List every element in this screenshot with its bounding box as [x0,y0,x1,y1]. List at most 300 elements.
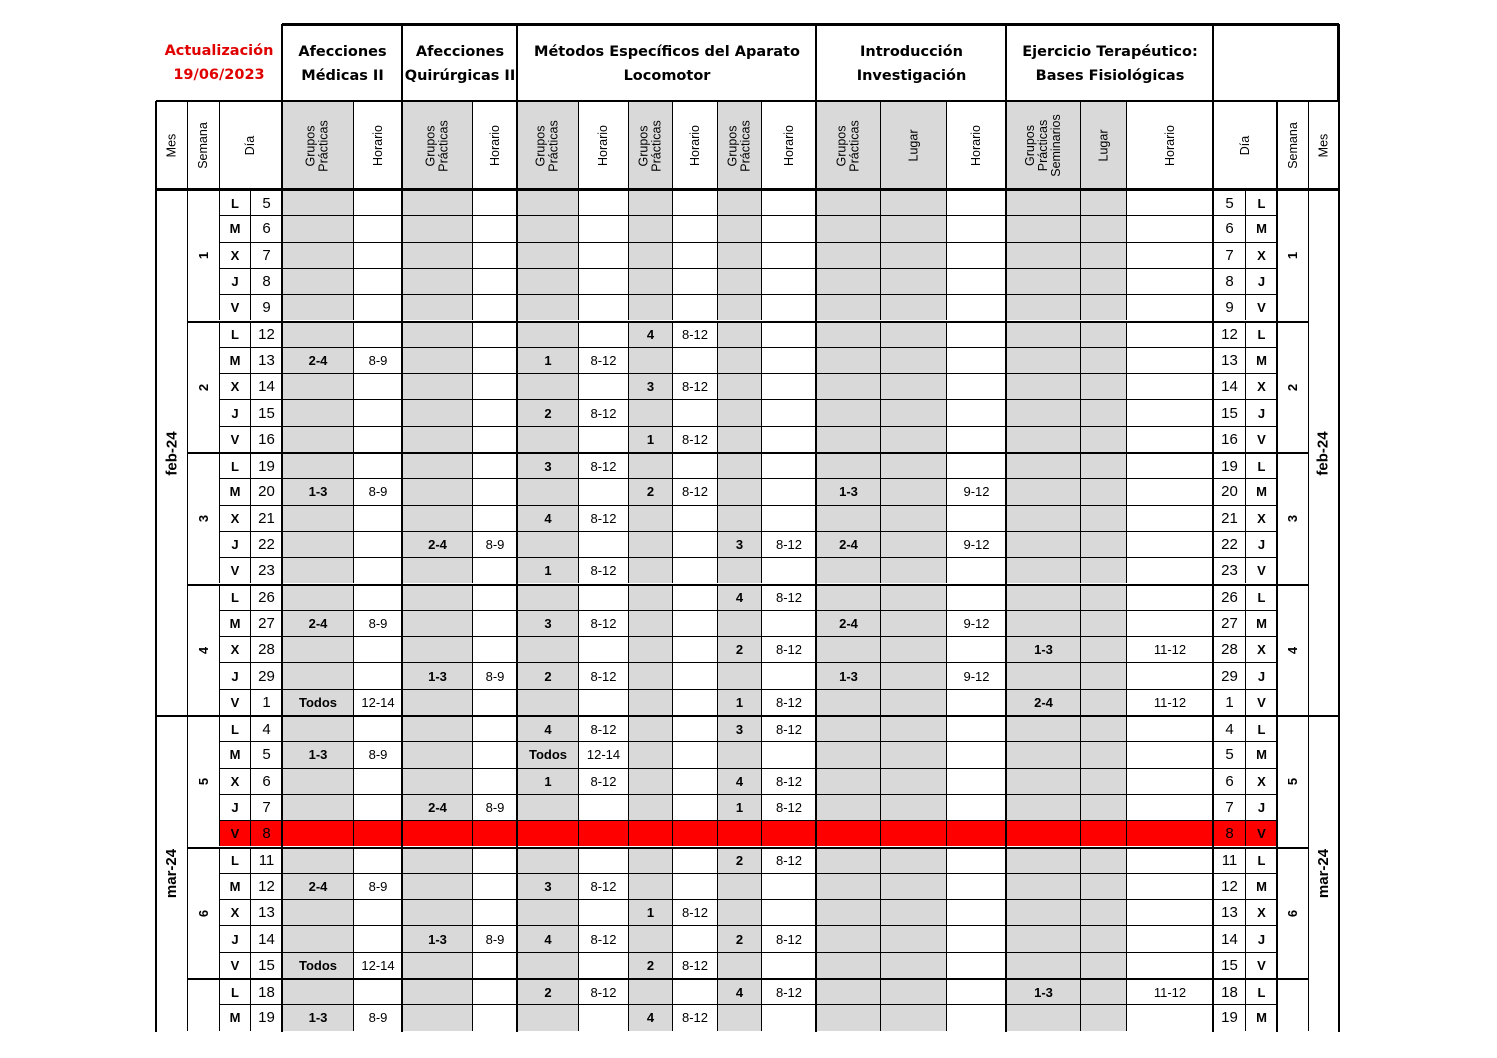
schedule-cell: 8-12 [761,847,816,873]
day-letter-right: L [1245,321,1277,347]
day-number-right: 20 [1213,478,1245,504]
day-number: 16 [250,426,282,452]
schedule-cell [402,899,472,925]
schedule-cell [472,373,517,399]
day-letter: J [219,662,250,688]
schedule-cell [1006,399,1080,425]
day-number-right: 21 [1213,505,1245,531]
schedule-cell: 3 [717,715,761,741]
schedule-cell: 8-12 [578,978,628,1004]
schedule-cell [1006,189,1080,215]
schedule-cell [517,952,578,978]
schedule-cell [761,373,816,399]
schedule-cell [402,741,472,767]
day-number: 5 [250,741,282,767]
schedule-cell [880,899,946,925]
schedule-cell: 2 [717,847,761,873]
schedule-cell [628,399,672,425]
schedule-cell [816,321,880,347]
schedule-cell [1126,820,1213,846]
schedule-cell [816,347,880,373]
schedule-cell [282,294,353,320]
schedule-cell [672,636,717,662]
schedule-cell: 12-14 [353,952,402,978]
schedule-cell: 1 [717,689,761,715]
schedule-cell [472,426,517,452]
schedule-cell [353,321,402,347]
week-label: 1 [195,252,211,260]
schedule-cell: 8-12 [672,426,717,452]
schedule-cell [717,215,761,241]
schedule-cell [1126,715,1213,741]
schedule-cell: Todos [282,952,353,978]
schedule-cell [472,978,517,1004]
schedule-cell [628,347,672,373]
schedule-cell [353,215,402,241]
schedule-cell [353,557,402,583]
day-number-right: 14 [1213,373,1245,399]
schedule-cell [880,373,946,399]
schedule-cell [282,662,353,688]
schedule-cell [628,715,672,741]
week-cell-right [1277,452,1308,584]
schedule-cell: 8-9 [353,478,402,504]
schedule-cell [880,478,946,504]
schedule-cell [717,452,761,478]
schedule-cell [672,452,717,478]
schedule-cell [1080,636,1126,662]
schedule-cell [1080,873,1126,899]
schedule-cell [717,189,761,215]
column-header-label: Horario [370,125,385,166]
day-number: 29 [250,662,282,688]
schedule-cell: 4 [717,584,761,610]
schedule-cell [946,847,1006,873]
schedule-cell [578,294,628,320]
vertical-rule [1005,101,1007,1032]
day-number: 19 [250,1004,282,1030]
week-cell-right [1277,978,1308,1031]
day-letter: J [219,531,250,557]
schedule-cell [517,373,578,399]
schedule-cell [761,873,816,899]
day-letter-right: L [1245,452,1277,478]
schedule-cell: 8-9 [353,873,402,899]
day-letter: M [219,215,250,241]
schedule-cell [1126,610,1213,636]
schedule-cell [880,636,946,662]
schedule-cell [761,662,816,688]
schedule-cell [946,189,1006,215]
schedule-cell: 2 [628,952,672,978]
schedule-cell [353,294,402,320]
schedule-cell [946,268,1006,294]
day-number: 15 [250,952,282,978]
schedule-cell [1006,426,1080,452]
week-label: 3 [1285,515,1301,523]
column-header [578,101,628,189]
schedule-cell: 8-12 [761,636,816,662]
schedule-cell [578,531,628,557]
day-letter-right: J [1245,531,1277,557]
schedule-cell [353,715,402,741]
vertical-rule [1276,101,1278,1032]
day-letter: L [219,189,250,215]
schedule-cell [880,189,946,215]
schedule-cell [672,715,717,741]
schedule-cell [517,294,578,320]
day-number: 11 [250,847,282,873]
schedule-cell [946,321,1006,347]
schedule-cell [472,452,517,478]
schedule-cell [672,347,717,373]
schedule-cell [353,899,402,925]
day-letter: X [219,242,250,268]
schedule-cell: 2-4 [402,794,472,820]
schedule-cell [628,847,672,873]
week-cell-left [187,584,219,716]
schedule-cell [761,242,816,268]
schedule-cell [1080,373,1126,399]
schedule-cell [880,242,946,268]
schedule-cell [816,452,880,478]
schedule-cell [1080,426,1126,452]
header-rule [1212,24,1214,101]
week-cell-right [1277,321,1308,453]
day-letter-right: J [1245,794,1277,820]
column-header-label: Horario [969,125,983,166]
schedule-cell [761,1004,816,1030]
schedule-cell [353,242,402,268]
day-letter: X [219,373,250,399]
day-letter-right: V [1245,294,1277,320]
schedule-cell [672,189,717,215]
schedule-cell [1126,768,1213,794]
schedule-cell [672,268,717,294]
schedule-cell [761,478,816,504]
day-number-right: 16 [1213,426,1245,452]
schedule-cell [517,478,578,504]
schedule-cell [628,741,672,767]
column-header [282,101,353,189]
week-cell-right [1277,189,1308,321]
schedule-cell [816,373,880,399]
schedule-cell [816,505,880,531]
schedule-cell [1080,899,1126,925]
schedule-cell [353,373,402,399]
header-rule [1338,24,1340,101]
schedule-cell [282,978,353,1004]
schedule-cell: 1-3 [282,741,353,767]
schedule-cell [672,531,717,557]
schedule-cell [816,978,880,1004]
schedule-cell [946,925,1006,951]
schedule-cell: 4 [517,505,578,531]
schedule-cell [761,557,816,583]
day-letter-right: V [1245,426,1277,452]
schedule-cell [880,741,946,767]
schedule-cell [472,557,517,583]
column-header [946,101,1006,189]
schedule-cell [578,1004,628,1030]
schedule-cell [816,268,880,294]
schedule-cell: 1-3 [816,478,880,504]
day-number: 7 [250,242,282,268]
day-number: 7 [250,794,282,820]
column-header-label: Semana [1285,122,1300,169]
schedule-cell [717,426,761,452]
schedule-cell [1080,399,1126,425]
schedule-cell [1006,847,1080,873]
schedule-cell [1080,952,1126,978]
column-header-label: Horario [781,125,796,166]
schedule-cell [282,715,353,741]
schedule-cell [578,373,628,399]
subject-header: Ejercicio Terapéutico: Bases Fisiológicas [1006,24,1213,101]
schedule-cell [672,557,717,583]
schedule-cell [816,189,880,215]
schedule-cell [282,820,353,846]
schedule-cell [402,452,472,478]
schedule-cell [946,715,1006,741]
schedule-cell [717,1004,761,1030]
day-letter: V [219,426,250,452]
schedule-cell: 1-3 [402,925,472,951]
schedule-cell [946,952,1006,978]
schedule-cell [880,452,946,478]
schedule-cell: 8-12 [578,873,628,899]
schedule-cell [472,584,517,610]
schedule-cell [880,584,946,610]
column-header-label: Mes [1316,133,1330,158]
schedule-cell [1126,584,1213,610]
schedule-cell [672,847,717,873]
schedule-cell [353,189,402,215]
week-label: 4 [195,646,211,654]
schedule-cell: 8-9 [353,1004,402,1030]
schedule-cell [880,610,946,636]
schedule-cell [472,294,517,320]
schedule-cell [1080,689,1126,715]
schedule-cell [1006,242,1080,268]
schedule-cell [761,820,816,846]
schedule-cell [578,242,628,268]
schedule-cell [880,1004,946,1030]
week-cell-right [1277,847,1308,979]
column-header [1080,101,1126,189]
day-letter: L [219,847,250,873]
day-letter: M [219,741,250,767]
schedule-cell [1126,426,1213,452]
vertical-rule [815,101,817,1032]
schedule-cell [761,347,816,373]
schedule-cell: 8-12 [672,373,717,399]
day-letter: M [219,1004,250,1030]
schedule-cell [578,820,628,846]
schedule-cell [628,505,672,531]
schedule-cell [761,610,816,636]
vertical-rule [1338,101,1340,1032]
schedule-cell [1080,978,1126,1004]
schedule-cell: 8-12 [672,899,717,925]
day-number: 8 [250,268,282,294]
horizontal-rule [156,188,1339,190]
schedule-cell: 8-12 [761,531,816,557]
schedule-cell [282,373,353,399]
schedule-cell [1126,531,1213,557]
schedule-cell [517,189,578,215]
day-letter: V [219,294,250,320]
day-letter-right: L [1245,715,1277,741]
schedule-cell [946,294,1006,320]
schedule-cell [628,452,672,478]
month-cell-left [156,189,187,715]
schedule-cell [1126,478,1213,504]
schedule-cell: 2-4 [282,610,353,636]
schedule-cell [1126,373,1213,399]
schedule-cell [946,820,1006,846]
day-number: 6 [250,768,282,794]
week-label: 5 [195,778,211,786]
day-number: 13 [250,899,282,925]
schedule-cell [880,399,946,425]
schedule-cell [672,610,717,636]
day-number: 23 [250,557,282,583]
schedule-cell: 4 [717,978,761,1004]
day-number: 14 [250,373,282,399]
schedule-cell [1006,794,1080,820]
day-number-right: 11 [1213,847,1245,873]
day-letter: L [219,321,250,347]
schedule-cell [402,610,472,636]
column-header [816,101,880,189]
schedule-cell [946,741,1006,767]
schedule-cell: Todos [282,689,353,715]
day-letter: J [219,794,250,820]
month-label: feb-24 [1315,430,1332,476]
schedule-cell: 1-3 [282,478,353,504]
day-letter-right: V [1245,952,1277,978]
schedule-cell [402,1004,472,1030]
schedule-cell: 1 [628,899,672,925]
schedule-cell [1126,662,1213,688]
schedule-cell [880,847,946,873]
schedule-cell [1080,610,1126,636]
schedule-cell [402,294,472,320]
schedule-cell [472,820,517,846]
schedule-cell [717,294,761,320]
schedule-cell [402,689,472,715]
schedule-cell [880,531,946,557]
schedule-cell [578,478,628,504]
schedule-cell [282,505,353,531]
schedule-cell [672,820,717,846]
schedule-cell [880,268,946,294]
schedule-cell [717,268,761,294]
day-letter: V [219,952,250,978]
day-number-right: 29 [1213,662,1245,688]
day-letter-right: M [1245,741,1277,767]
schedule-cell [1126,452,1213,478]
column-header [472,101,517,189]
column-header-label: Semana [196,122,210,169]
schedule-cell: 1 [517,557,578,583]
schedule-cell [282,242,353,268]
schedule-cell [946,636,1006,662]
day-number: 21 [250,505,282,531]
day-number: 19 [250,452,282,478]
vertical-rule [155,101,157,1032]
schedule-cell [402,426,472,452]
schedule-cell [402,847,472,873]
schedule-cell [472,636,517,662]
day-number: 6 [250,215,282,241]
schedule-cell [761,452,816,478]
schedule-cell: 9-12 [946,531,1006,557]
schedule-cell [472,689,517,715]
day-letter-right: X [1245,373,1277,399]
schedule-cell [880,321,946,347]
schedule-cell [717,820,761,846]
schedule-cell [402,242,472,268]
schedule-cell: 8-12 [578,715,628,741]
schedule-cell [717,952,761,978]
schedule-cell [880,952,946,978]
schedule-cell [816,242,880,268]
column-header [1006,101,1080,189]
schedule-cell [472,478,517,504]
column-header [880,101,946,189]
schedule-cell [402,347,472,373]
schedule-cell [816,215,880,241]
schedule-cell [282,399,353,425]
schedule-cell [628,925,672,951]
column-header [1308,101,1339,189]
schedule-cell [946,242,1006,268]
schedule-cell [1006,741,1080,767]
schedule-cell [717,662,761,688]
schedule-cell [761,952,816,978]
day-letter-right: M [1245,347,1277,373]
schedule-cell [628,584,672,610]
schedule-cell: 2 [517,978,578,1004]
day-number-right: 14 [1213,925,1245,951]
day-number: 13 [250,347,282,373]
schedule-cell: 4 [517,925,578,951]
column-header-label: Grupos Prácticas [534,119,561,172]
vertical-rule [516,101,518,1032]
schedule-cell [1126,952,1213,978]
day-letter-right: X [1245,899,1277,925]
schedule-cell [717,347,761,373]
day-letter-right: M [1245,215,1277,241]
schedule-cell: 3 [717,531,761,557]
subject-header: Métodos Específicos del Aparato Locomotor [517,24,816,101]
day-letter-right: J [1245,399,1277,425]
schedule-cell [472,610,517,636]
schedule-cell [1126,189,1213,215]
day-number-right: 6 [1213,768,1245,794]
schedule-cell [761,741,816,767]
schedule-cell [1126,268,1213,294]
schedule-cell [880,820,946,846]
schedule-cell: 4 [628,321,672,347]
schedule-cell: 8-12 [578,768,628,794]
schedule-cell [353,268,402,294]
day-number-right: 5 [1213,189,1245,215]
schedule-cell [946,899,1006,925]
day-number: 27 [250,610,282,636]
